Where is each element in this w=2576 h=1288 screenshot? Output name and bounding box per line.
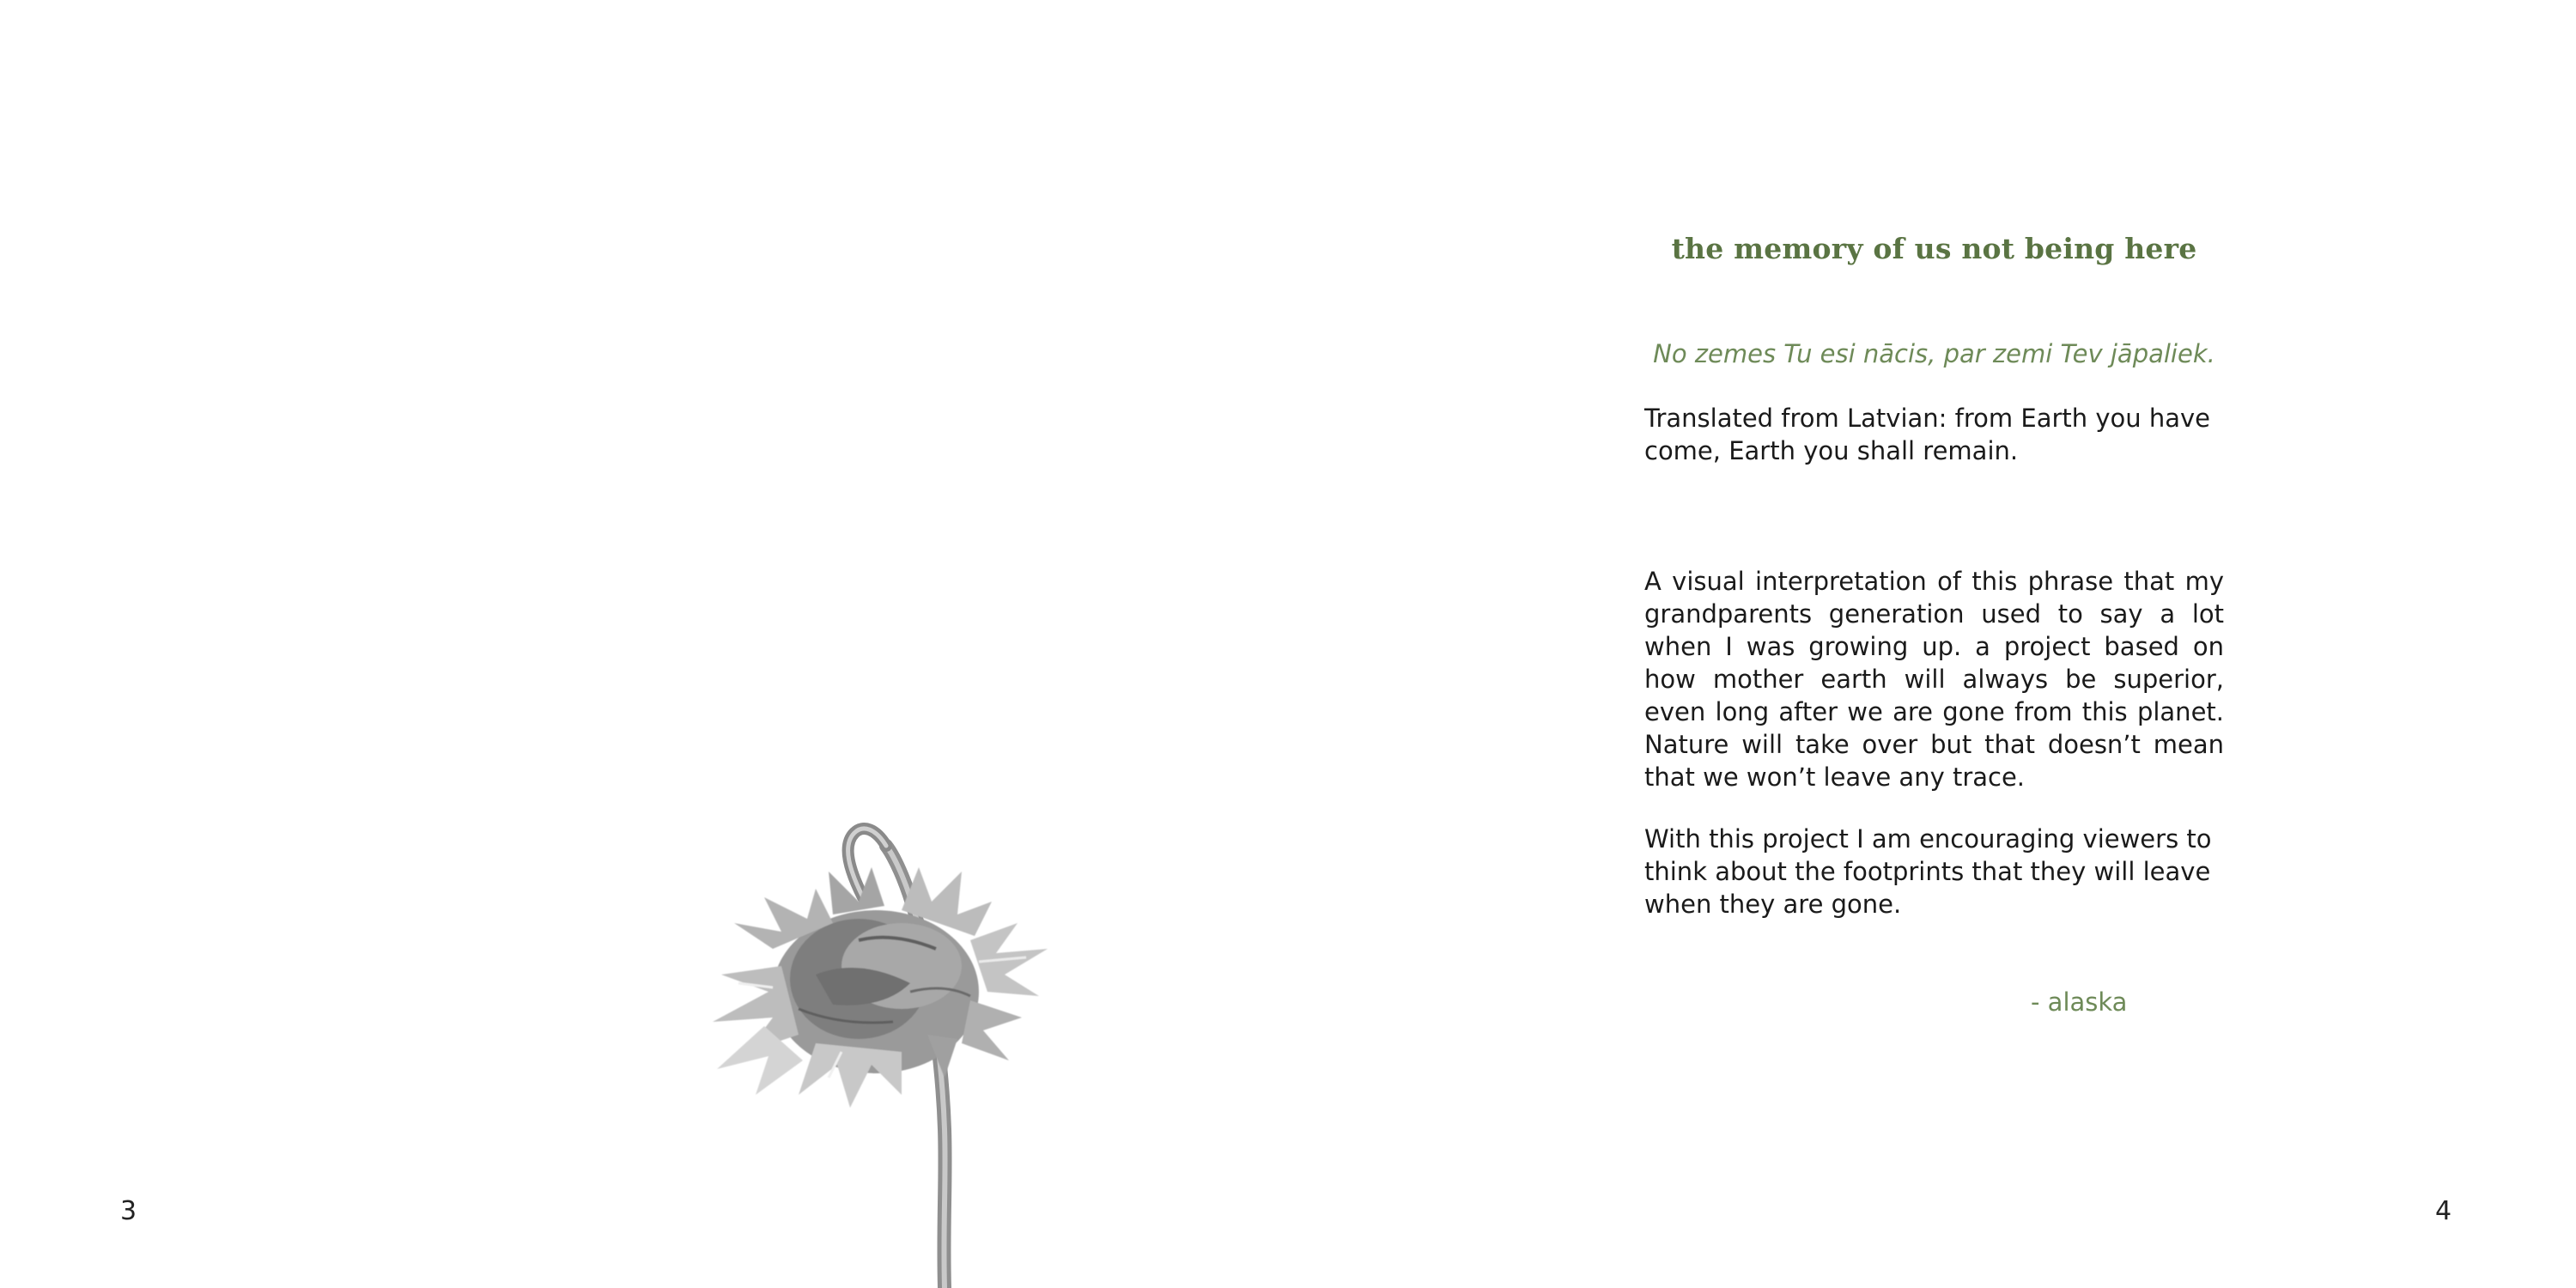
translation-text: Translated from Latvian: from Earth you have come, Earth you shall remain. [1644,404,2211,465]
signature: - alaska [2031,987,2128,1017]
page-number-left: 3 [120,1196,137,1226]
body-paragraph-2: With this project I am encouraging viewers to think about the footprints that they will leave when they are gone. [1644,824,2212,919]
body-paragraph-1: A visual interpretation of this phrase that my grandparents generation used to say a lot when I was growing up. a project based on how mother earth will always be superior, even long after we are gone from this planet. Nature will take over but that doesn’t mean that we won’t leave any trace. [1644,567,2224,792]
latvian-quote: No zemes Tu esi nācis, par zemi Tev jāpaliek. [1653,339,2215,368]
right-page [1288,0,2576,1288]
wilted-flower-image [687,820,1202,1288]
page-title: the memory of us not being here [1671,232,2197,265]
page-number-right: 4 [2435,1196,2452,1226]
